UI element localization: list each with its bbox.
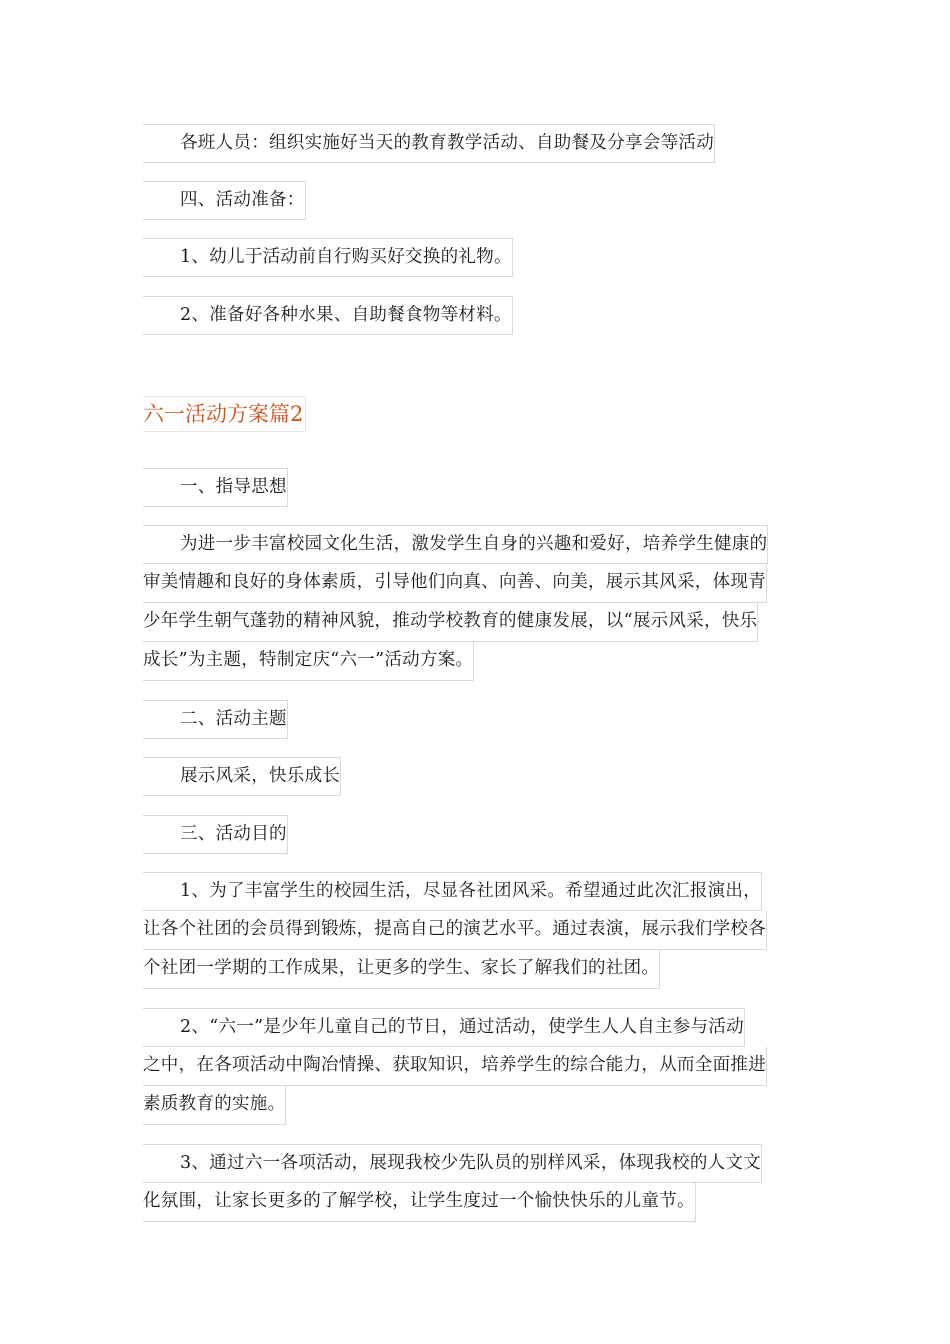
- paragraph-purpose-title: [143, 815, 288, 854]
- text-line: 2、准备好各种水果、自助餐食物等材料。: [143, 296, 513, 335]
- paragraph-theme-title: [143, 700, 288, 739]
- section-heading: 六一活动方案篇2: [143, 396, 306, 432]
- text-line: 化氛围，让家长更多的了解学校，让学生度过一个愉快快乐的儿童节。: [143, 1183, 696, 1222]
- paragraph-theme-body: [143, 757, 341, 796]
- paragraph-purpose-1: [143, 872, 767, 989]
- text-line: 展示风采，快乐成长: [143, 757, 341, 796]
- text-line: 少年学生朝气蓬勃的精神风貌，推动学校教育的健康发展，以“展示风采，快乐: [143, 603, 758, 642]
- paragraph-purpose-2: [143, 1008, 767, 1125]
- text-line: 各班人员：组织实施好当天的教育教学活动、自助餐及分享会等活动: [143, 124, 715, 163]
- text-line: 让各个社团的会员得到锻炼，提高自己的演艺水平。通过表演，展示我们学校各: [143, 911, 767, 950]
- text-line: 三、活动目的: [143, 815, 288, 854]
- text-line: 成长”为主题，特制定庆“六一”活动方案。: [143, 642, 474, 681]
- text-line: 审美情趣和良好的身体素质，引导他们向真、向善、向美，展示其风采，体现青: [143, 564, 767, 603]
- paragraph-section-four-title: [143, 181, 306, 220]
- paragraph-purpose-3: [143, 1144, 762, 1222]
- paragraph-prep-item-2: [143, 296, 513, 335]
- text-line: 1、幼儿于活动前自行购买好交换的礼物。: [143, 238, 513, 277]
- text-line: 1、为了丰富学生的校园生活，尽显各社团风采。希望通过此次汇报演出，: [143, 872, 762, 911]
- paragraph-prep-item-1: [143, 238, 513, 277]
- text-line: 之中，在各项活动中陶冶情操、获取知识，培养学生的综合能力，从而全面推进: [143, 1047, 767, 1086]
- paragraph-guiding-body: [143, 525, 768, 681]
- paragraph-guiding-title: [143, 468, 288, 507]
- paragraph-class-staff: [143, 124, 715, 163]
- text-line: 素质教育的实施。: [143, 1086, 286, 1125]
- text-line: 个社团一学期的工作成果，让更多的学生、家长了解我们的社团。: [143, 950, 660, 989]
- text-line: 为进一步丰富校园文化生活，激发学生自身的兴趣和爱好，培养学生健康的: [143, 525, 768, 564]
- text-line: 二、活动主题: [143, 700, 288, 739]
- text-line: 四、活动准备：: [143, 181, 306, 220]
- text-line: 2、“六一”是少年儿童自己的节日，通过活动，使学生人人自主参与活动: [143, 1008, 745, 1047]
- text-line: 一、指导思想: [143, 468, 288, 507]
- text-line: 3、通过六一各项活动，展现我校少先队员的别样风采，体现我校的人文文: [143, 1144, 762, 1183]
